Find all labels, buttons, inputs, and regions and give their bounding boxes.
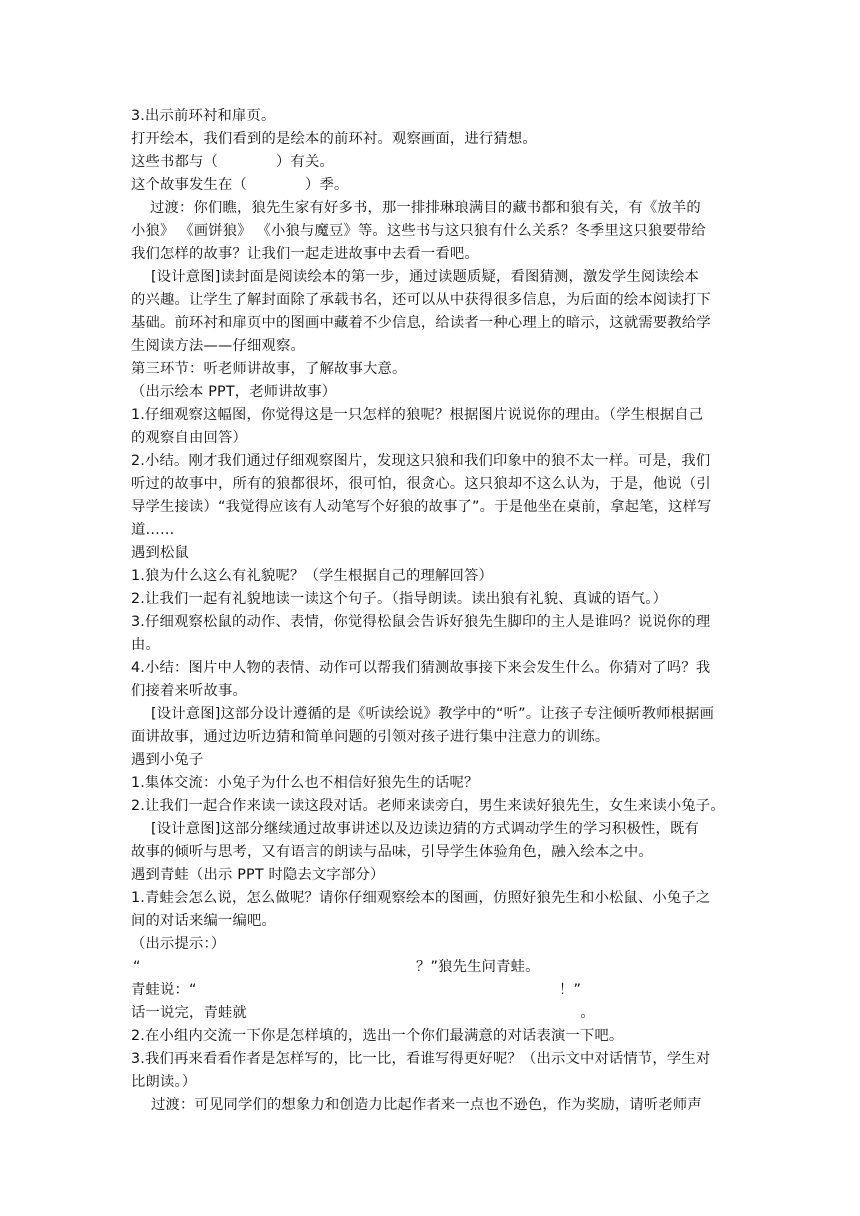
text-line: 基础。前环衬和扉页中的图画中藏着不少信息，给读者一种心理上的暗示，这就需要教给学 [131,315,711,331]
text-line: 故事的倾听与思考，又有语言的朗读与品味，引导学生体验角色，融入绘本之中。 [131,844,653,860]
text-line: 听过的故事中，所有的狼都很坏，很可怕，很贪心。这只狼却不这么认为，于是，他说（引 [131,476,711,492]
section-heading: 第三环节：听老师讲故事，了解故事大意。 [131,361,407,377]
dialogue-blank-line: “ ？”狼先生问青蛙。 [133,959,540,975]
question-item: 3.我们再来看看作者是怎样写的，比一比，看谁写得更好呢？（出示文中对话情节，学生对 [131,1051,711,1067]
summary-item: 2.小结。刚才我们通过仔细观察图片，发现这只狼和我们印象中的狼不太一样。可是，我们 [131,453,711,469]
question-item: 1.集体交流：小兔子为什么也不相信好狼先生的话呢？ [131,775,479,791]
text-line: 生阅读方法——仔细观察。 [131,338,305,354]
text-line: 由。 [131,637,160,653]
question-item: 2.让我们一起有礼貌地读一读这个句子。（指导朗读。读出狼有礼貌、真诚的语气。） [131,591,668,607]
question-item: 1.狼为什么这么有礼貌呢？（学生根据自己的理解回答） [131,568,493,584]
text-line: 的兴趣。让学生了解封面除了承载书名，还可以从中获得很多信息，为后面的绘本阅读打下 [131,292,711,308]
question-item: 2.在小组内交流一下你是怎样填的，选出一个你们最满意的对话表演一下吧。 [131,1028,624,1044]
text-line: （出示绘本 PPT，老师讲故事） [131,384,337,400]
question-item: 2.让我们一起合作来读一读这段对话。老师来读旁白，男生来读好狼先生，女生来读小兔子。 [131,798,725,814]
design-intent-paragraph: [设计意图]这部分继续通过故事讲述以及边读边猜的方式调动学生的学习积极性，既有 [151,821,699,837]
text-line: 们接着来听故事。 [131,683,247,699]
design-intent-paragraph: [设计意图]这部分设计遵循的是《听读绘说》教学中的“听”。让孩子专注倾听教师根据画 [151,706,715,722]
text-line: 比朗读。） [131,1074,197,1090]
subsection-heading: 遇到青蛙（出示 PPT 时隐去文字部分） [131,867,385,883]
dialogue-blank-line: 青蛙说：“ ！” [131,982,582,998]
text-line: 打开绘本，我们看到的是绘本的前环衬。观察画面，进行猜想。 [131,131,537,147]
fill-blank-line: 这个故事发生在（ ）季。 [131,177,349,193]
transition-paragraph: 过渡：可见同学们的想象力和创造力比起作者来一点也不逊色，作为奖励，请听老师声 [151,1097,702,1113]
text-line: 道…… [131,522,175,538]
text-line: 的观察自由回答） [131,430,247,446]
question-item: 3.仔细观察松鼠的动作、表情，你觉得松鼠会告诉好狼先生脚印的主人是谁吗？说说你的理 [131,614,711,630]
question-item: 1.青蛙会怎么说，怎么做呢？请你仔细观察绘本的图画，仿照好狼先生和小松鼠、小兔子之 [131,890,711,906]
prompt-label: （出示提示：） [131,936,226,952]
subsection-heading: 遇到松鼠 [131,545,189,561]
text-line: 小狼》 《画饼狼》 《小狼与魔豆》等。这些书与这只狼有什么关系？冬季里这只狼要带给 [131,223,706,239]
fill-blank-line: 这些书都与（ ）有关。 [131,154,334,170]
text-line: 导学生接读）“我觉得应该有人动笔写个好狼的故事了”。于是他坐在桌前，拿起笔，这样写 [131,499,712,515]
question-item: 1.仔细观察这幅图，你觉得这是一只怎样的狼呢？根据图片说说你的理由。（学生根据自己 [131,407,704,423]
dialogue-blank-line: 话一说完，青蛙就 。 [131,1005,595,1021]
transition-paragraph: 过渡：你们瞧，狼先生家有好多书，那一排排琳琅满目的藏书都和狼有关，有《放羊的 [150,200,701,216]
text-line: 我们怎样的故事？让我们一起走进故事中去看一看吧。 [131,246,479,262]
step-3-heading: 3.出示前环衬和扉页。 [131,108,276,124]
text-line: 间的对话来编一编吧。 [131,913,276,929]
summary-item: 4.小结：图片中人物的表情、动作可以帮我们猜测故事接下来会发生什么。你猜对了吗？我 [131,660,711,676]
subsection-heading: 遇到小兔子 [131,752,204,768]
text-line: 面讲故事，通过边听边猜和简单问题的引领对孩子进行集中注意力的训练。 [131,729,610,745]
design-intent-paragraph: [设计意图]读封面是阅读绘本的第一步，通过读题质疑，看图猜测，激发学生阅读绘本 [151,269,699,285]
